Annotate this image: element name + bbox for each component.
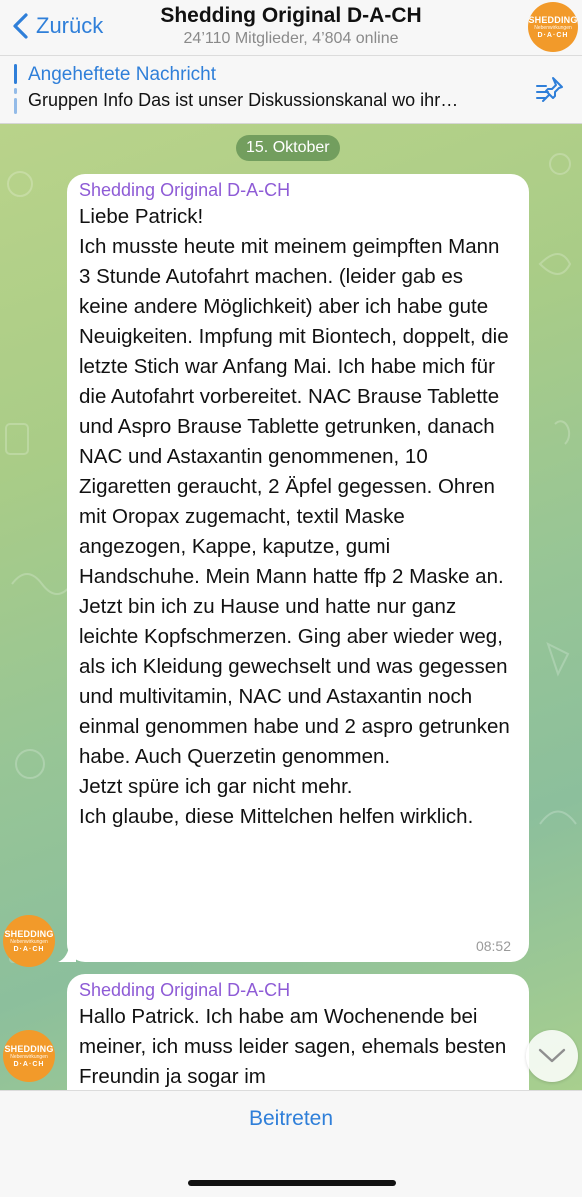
message-text: Hallo Patrick. Ich habe am Wochenende bei meiner, ich muss leider sagen, ehemals besten Freundin ja sogar im [79, 1005, 513, 1088]
home-indicator[interactable] [188, 1180, 396, 1186]
chat-area[interactable] [0, 124, 582, 1090]
message-time: 08:52 [475, 938, 511, 954]
chat-title: Shedding Original D-A-CH [160, 4, 422, 27]
message-bubble[interactable] [67, 974, 529, 1090]
scroll-down-button[interactable] [526, 1030, 578, 1082]
sender-avatar[interactable]: SHEDDING Nebenwirkungen D·A·CH [3, 1030, 55, 1082]
pin-list-icon[interactable] [534, 74, 566, 106]
group-avatar[interactable]: SHEDDING Nebenwirkungen D·A·CH [528, 2, 578, 52]
chat-title-area[interactable] [120, 4, 462, 48]
message-sender[interactable]: Shedding Original D-A-CH [79, 980, 291, 1000]
message-text: Liebe Patrick! Ich musste heute mit meinem geimpften Mann 3 Stunde Autofahrt machen. (leider gab es keine andere Möglichkeit) aber ich habe gute Neuigkeiten. Impfung mit Biontech, doppelt, die letzte Stich war Anfang Mai. Ich habe mich für die Autofahrt vorbereitet. NAC Brause Tablette und Aspro Brause Tablette getrunken, danach NAC und Astaxantin genommenen, 10 Zigaretten geraucht, 2 Äpfel gegessen. Ohren mit Oropax zugemacht, textil Maske angezogen, Kappe, kaputze, gumi Handschuhe. Mein Mann hatte ffp 2 Maske an. Jetzt bin ich zu Hause und hatte nur ganz leichte Kopfschmerzen. Ging aber wieder weg, als ich Kleidung gewechselt und was gegessen und multivitamin, NAC und Astaxantin noch einmal genommen habe und 2 aspro getrunken habe. Auch Querzetin genommen. Jetzt spüre ich gar nicht mehr. Ich glaube, diese Mittelchen helfen wirklich. [79, 205, 510, 828]
pinned-title: Angeheftete Nachricht [28, 64, 217, 85]
bubble-tail [56, 942, 76, 962]
pinned-message[interactable] [0, 56, 582, 124]
chevron-left-icon [8, 10, 34, 42]
join-button[interactable]: Beitreten [248, 1107, 334, 1130]
chat-header [0, 0, 582, 56]
pinned-text: Gruppen Info Das ist unser Diskussionskanal wo ihr… [28, 90, 459, 110]
back-button[interactable] [8, 10, 103, 42]
message-bubble[interactable] [67, 174, 529, 962]
date-separator: 15. Oktober [236, 135, 340, 161]
sender-avatar[interactable]: SHEDDING Nebenwirkungen D·A·CH [3, 915, 55, 967]
pinned-indicator [14, 64, 17, 114]
chevron-down-icon [537, 1047, 567, 1065]
message-sender[interactable]: Shedding Original D-A-CH [79, 180, 291, 200]
back-label: Zurück [36, 13, 104, 38]
member-count: 24’110 Mitglieder, 4’804 online [183, 30, 399, 47]
bottom-bar [0, 1090, 582, 1197]
